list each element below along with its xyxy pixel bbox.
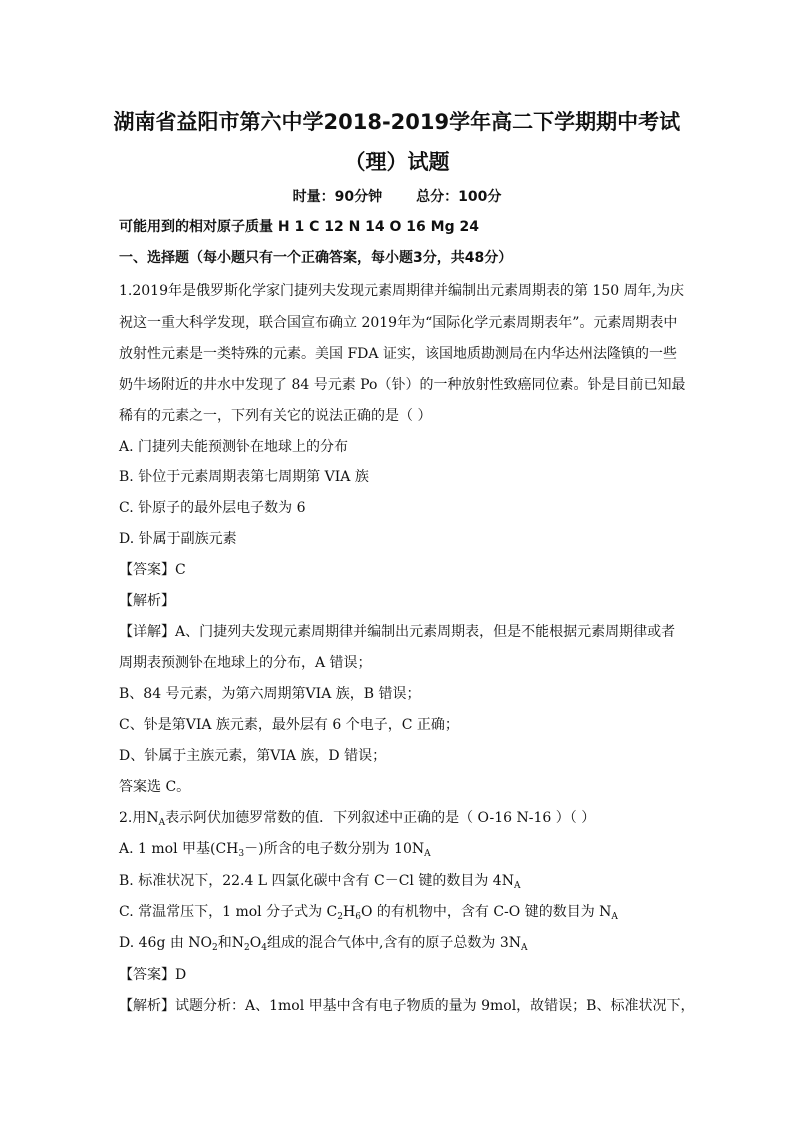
q2-option-d: D. 46g 由 $NO_2$和$N_2O_4$组成的混合气体中,含有的原子总数为 $3N_A$ xyxy=(119,935,528,953)
q1-stem-line4: 奶牛场附近的井水中发现了 84 号元素 Po（钋）的一种放射性致癌同位素。钋是目前已知最 xyxy=(119,377,686,393)
q2-answer: 【答案】D xyxy=(119,967,187,983)
q1-explanation-line5: D、钋属于主族元素，第VIA 族，D 错误； xyxy=(119,748,387,764)
document-title-line2: （理）试题 xyxy=(344,150,450,174)
q1-stem-line1: 1.2019年是俄罗斯化学家门捷列夫发现元素周期律并编制出元素周期表的第 150 周年,为庆 xyxy=(119,283,685,299)
q1-answer: 【答案】C xyxy=(119,562,186,578)
q1-option-c: C. 钋原子的最外层电子数为 6 xyxy=(119,500,306,516)
q1-explanation-line2: 周期表预测钋在地球上的分布，A 错误； xyxy=(119,655,372,671)
q1-explanation-line1: 【详解】A、门捷列夫发现元素周期律并编制出元素周期表，但是不能根据元素周期律或者 xyxy=(119,624,676,640)
time-label: 时量：90分钟 xyxy=(292,189,383,205)
q2-option-c: C. 常温常压下，1 mol 分子式为 $C_2H_6O$ 的有机物中，含有 C-O 键的数目为 $N_A$ xyxy=(119,904,618,922)
q1-option-b: B. 钋位于元素周期表第七周期第 VIA 族 xyxy=(119,469,369,485)
q1-analysis-label: 【解析】 xyxy=(119,593,175,609)
q1-option-a: A. 门捷列夫能预测钋在地球上的分布 xyxy=(119,439,349,455)
q1-explanation-line6: 答案选 C。 xyxy=(119,779,191,795)
score-label: 总分：100分 xyxy=(416,189,502,205)
q1-option-d: D. 钋属于副族元素 xyxy=(119,531,237,547)
q2-option-b: B. 标准状况下，22.4 L 四氯化碳中含有 C－Cl 键的数目为 $4N_A$ xyxy=(119,873,521,891)
q1-explanation-line3: B、84 号元素，为第六周期第VIA 族，B 错误； xyxy=(119,686,421,702)
q1-stem-line3: 放射性元素是一类特殊的元素。美国 FDA 证实，该国地质勘测局在内华达州法隆镇的一些 xyxy=(119,346,677,362)
q1-stem-line5: 稀有的元素之一，下列有关它的说法正确的是（ ） xyxy=(119,408,432,424)
exam-info xyxy=(0,188,794,206)
q2-option-a: A. 1 mol 甲基$(CH_3-)$所含的电子数分别为 $10N_A$ xyxy=(119,841,431,859)
q2-stem: 2.用$N_A$表示阿伏加德罗常数的值．下列叙述中正确的是（ O-16 N-16 ）（ ） xyxy=(119,810,596,828)
q2-analysis: 【解析】试题分析：A、1mol 甲基中含有电子物质的量为 9mol，故错误；B、标准状况下， xyxy=(119,998,695,1014)
section-heading: 一、选择题（每小题只有一个正确答案，每小题3分，共48分） xyxy=(119,250,513,266)
q1-stem-line2: 祝这一重大科学发现，联合国宣布确立 2019年为“国际化学元素周期表年”。元素周期表中 xyxy=(119,315,678,331)
q1-explanation-line4: C、钋是第VIA 族元素，最外层有 6 个电子，C 正确； xyxy=(119,717,459,733)
document-title-line1: 湖南省益阳市第六中学2018-2019学年高二下学期期中考试 xyxy=(113,110,681,134)
atomic-masses: 可能用到的相对原子质量 H 1 C 12 N 14 O 16 Mg 24 xyxy=(119,219,479,235)
